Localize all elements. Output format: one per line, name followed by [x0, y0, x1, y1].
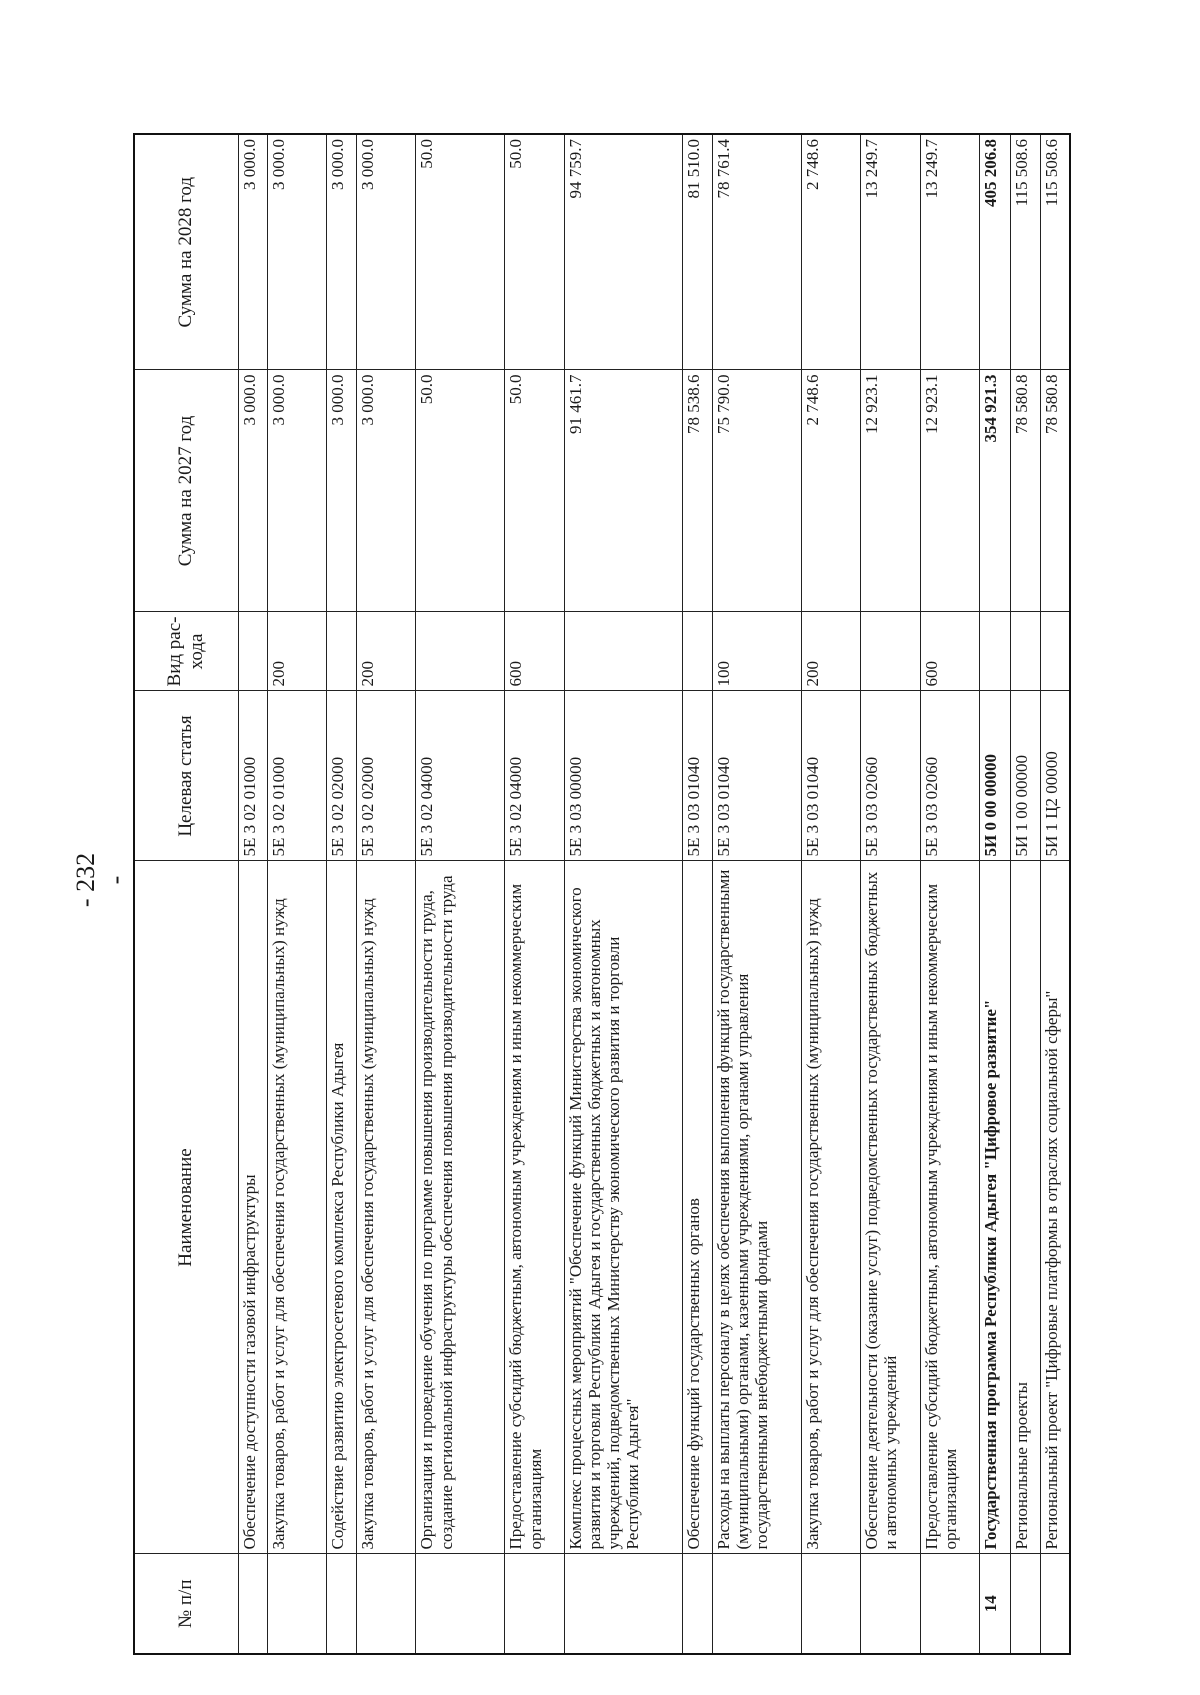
cell-name: Организация и проведение обучения по программе повышения производительности труда, создание региональной инфраструктуры обеспечения повышения производительности труда: [416, 861, 505, 1554]
cell-num: [920, 1554, 979, 1654]
cell-sum-2027: 75 790.0: [713, 370, 802, 612]
cell-kind: [238, 612, 268, 691]
cell-target: 5Е 3 03 01040: [683, 691, 713, 861]
cell-target: 5Е 3 02 04000: [505, 691, 564, 861]
cell-kind: 100: [713, 612, 802, 691]
cell-name: Закупка товаров, работ и услуг для обеспечения государственных (муниципальных) нужд: [268, 861, 327, 1554]
cell-sum-2028: 115 508.6: [1011, 134, 1041, 370]
cell-kind: 600: [505, 612, 564, 691]
cell-name: Обеспечение деятельности (оказание услуг) подведомственных государственных бюджетных и автономных учреждений: [861, 861, 920, 1554]
header-sum-2028: Сумма на 2028 год: [134, 134, 238, 370]
page-number: - 232 -: [71, 852, 130, 908]
cell-num: 14: [980, 1554, 1011, 1654]
cell-sum-2028: 3 000.0: [327, 134, 357, 370]
cell-num: [238, 1554, 268, 1654]
cell-target: 5Е 3 02 02000: [357, 691, 416, 861]
cell-num: [861, 1554, 920, 1654]
cell-sum-2027: 354 921.3: [980, 370, 1011, 612]
cell-kind: [1040, 612, 1070, 691]
cell-num: [802, 1554, 861, 1654]
cell-name: Предоставление субсидий бюджетным, автономным учреждениям и иным некоммерческим организациям: [920, 861, 979, 1554]
rotated-sheet: [133, 135, 1071, 1655]
cell-target: 5Е 3 02 04000: [416, 691, 505, 861]
cell-kind: [1011, 612, 1041, 691]
cell-target: 5Е 3 02 01000: [238, 691, 268, 861]
cell-name: Предоставление субсидий бюджетным, автономным учреждениям и иным некоммерческим организациям: [505, 861, 564, 1554]
cell-name: Закупка товаров, работ и услуг для обеспечения государственных (муниципальных) нужд: [357, 861, 416, 1554]
cell-name: Региональные проекты: [1011, 861, 1041, 1554]
cell-sum-2028: 81 510.0: [683, 134, 713, 370]
cell-name: Обеспечение доступности газовой инфраструктуры: [238, 861, 268, 1554]
cell-sum-2028: 50.0: [505, 134, 564, 370]
cell-sum-2027: 50.0: [416, 370, 505, 612]
cell-num: [416, 1554, 505, 1654]
cell-name: Государственная программа Республики Адыгея "Цифровое развитие": [980, 861, 1011, 1554]
cell-kind: 600: [920, 612, 979, 691]
cell-sum-2027: 78 580.8: [1011, 370, 1041, 612]
cell-name: Закупка товаров, работ и услуг для обеспечения государственных (муниципальных) нужд: [802, 861, 861, 1554]
cell-sum-2028: 3 000.0: [238, 134, 268, 370]
cell-sum-2028: 78 761.4: [713, 134, 802, 370]
cell-kind: 200: [802, 612, 861, 691]
cell-num: [1040, 1554, 1070, 1654]
table-row: [238, 134, 268, 1654]
header-name: Наименование: [134, 861, 238, 1554]
cell-target: 5Е 3 03 01040: [802, 691, 861, 861]
cell-name: Региональный проект "Цифровые платформы в отраслях социальной сферы": [1040, 861, 1070, 1554]
cell-sum-2027: 3 000.0: [357, 370, 416, 612]
cell-kind: [327, 612, 357, 691]
table-body: [238, 134, 1070, 1654]
cell-num: [505, 1554, 564, 1654]
header-kind: Вид рас- хода: [134, 612, 238, 691]
header-target: Целевая статья: [134, 691, 238, 861]
table-row: [713, 134, 802, 1654]
cell-kind: 200: [268, 612, 327, 691]
cell-sum-2027: 78 580.8: [1040, 370, 1070, 612]
cell-target: 5И 0 00 00000: [980, 691, 1011, 861]
table-row: [327, 134, 357, 1654]
table-row: [268, 134, 327, 1654]
cell-num: [357, 1554, 416, 1654]
table-header-row: [134, 134, 238, 1654]
cell-sum-2027: 3 000.0: [238, 370, 268, 612]
cell-sum-2028: 13 249.7: [920, 134, 979, 370]
cell-num: [268, 1554, 327, 1654]
cell-sum-2027: 78 538.6: [683, 370, 713, 612]
table-row: [505, 134, 564, 1654]
header-num: № п/п: [134, 1554, 238, 1654]
cell-kind: [416, 612, 505, 691]
cell-target: 5Е 3 03 01040: [713, 691, 802, 861]
cell-sum-2028: 115 508.6: [1040, 134, 1070, 370]
table-row: [416, 134, 505, 1654]
table-row: [1040, 134, 1070, 1654]
cell-num: [713, 1554, 802, 1654]
cell-target: 5Е 3 02 01000: [268, 691, 327, 861]
cell-sum-2027: 3 000.0: [327, 370, 357, 612]
budget-table: [133, 133, 1071, 1655]
cell-sum-2027: 91 461.7: [564, 370, 683, 612]
cell-kind: [683, 612, 713, 691]
header-sum-2027: Сумма на 2027 год: [134, 370, 238, 612]
cell-target: 5И 1 00 00000: [1011, 691, 1041, 861]
cell-sum-2028: 94 759.7: [564, 134, 683, 370]
cell-sum-2028: 13 249.7: [861, 134, 920, 370]
cell-sum-2028: 2 748.6: [802, 134, 861, 370]
table-row: [683, 134, 713, 1654]
table-row: [861, 134, 920, 1654]
cell-sum-2028: 3 000.0: [268, 134, 327, 370]
table-row: [920, 134, 979, 1654]
cell-target: 5Е 3 02 02000: [327, 691, 357, 861]
cell-name: Содействие развитию электросетевого комплекса Республики Адыгея: [327, 861, 357, 1554]
cell-sum-2027: 50.0: [505, 370, 564, 612]
cell-target: 5Е 3 03 00000: [564, 691, 683, 861]
cell-sum-2027: 3 000.0: [268, 370, 327, 612]
cell-kind: 200: [357, 612, 416, 691]
cell-kind: [980, 612, 1011, 691]
cell-sum-2028: 405 206.8: [980, 134, 1011, 370]
cell-sum-2028: 3 000.0: [357, 134, 416, 370]
cell-kind: [564, 612, 683, 691]
cell-kind: [861, 612, 920, 691]
table-row: [802, 134, 861, 1654]
cell-name: Комплекс процессных мероприятий "Обеспечение функций Министерства экономического развития и торговли Республики Адыгея и государственных бюджетных и автономных учреждений, подведомственных Министерству экономического развития и торговли Республики Адыгея": [564, 861, 683, 1554]
cell-num: [1011, 1554, 1041, 1654]
table-row: [980, 134, 1011, 1654]
cell-name: Обеспечение функций государственных органов: [683, 861, 713, 1554]
table-row: [357, 134, 416, 1654]
cell-name: Расходы на выплаты персоналу в целях обеспечения выполнения функций государственными (муниципальными) органами, казенными учреждениями, органами управления государственными внебюджетными фондами: [713, 861, 802, 1554]
cell-sum-2027: 2 748.6: [802, 370, 861, 612]
table-row: [1011, 134, 1041, 1654]
cell-num: [564, 1554, 683, 1654]
cell-num: [683, 1554, 713, 1654]
cell-target: 5И 1 Ц2 00000: [1040, 691, 1070, 861]
cell-target: 5Е 3 03 02060: [920, 691, 979, 861]
cell-sum-2028: 50.0: [416, 134, 505, 370]
cell-num: [327, 1554, 357, 1654]
table-row: [564, 134, 683, 1654]
cell-sum-2027: 12 923.1: [861, 370, 920, 612]
cell-sum-2027: 12 923.1: [920, 370, 979, 612]
cell-target: 5Е 3 03 02060: [861, 691, 920, 861]
